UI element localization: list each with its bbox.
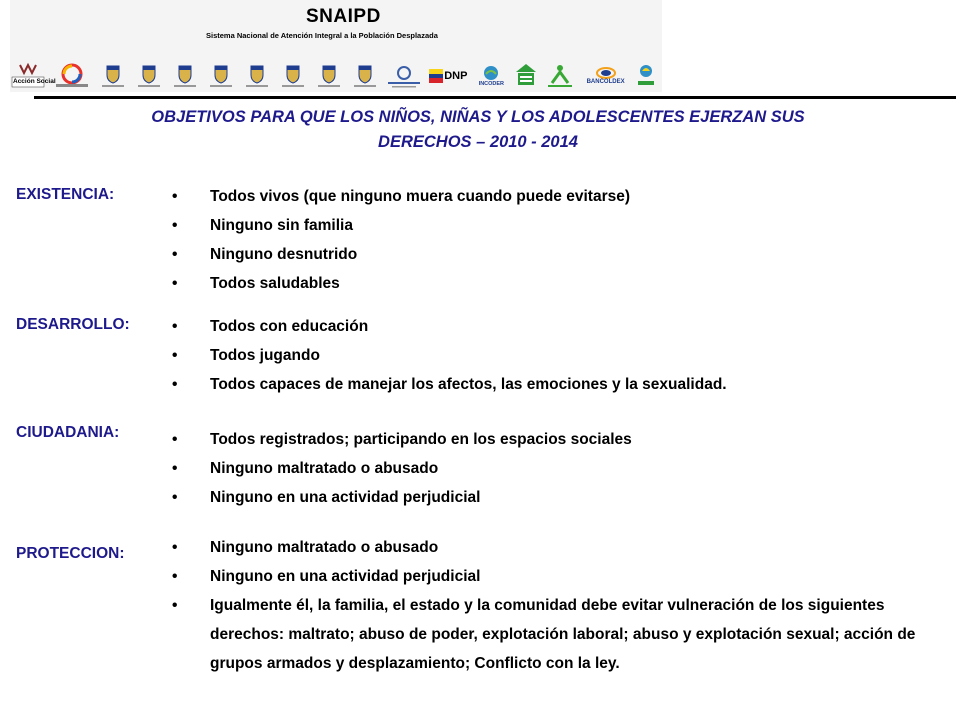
bullet: • (172, 568, 178, 585)
bullet: • (172, 431, 178, 448)
bullet: • (172, 489, 178, 506)
bullet: • (172, 275, 178, 292)
list-item-text: Ninguno desnutrido (210, 246, 358, 263)
dnp-logo (428, 63, 469, 89)
list-item (170, 591, 955, 678)
incoder-logo (475, 63, 508, 89)
list-item-text: Ninguno sin familia (210, 217, 353, 234)
list-item (170, 341, 727, 370)
section-label-ciudadania: CIUDADANIA: (16, 424, 120, 441)
colombia-shield-logo (134, 63, 164, 89)
programa-presidencial-logo (52, 63, 92, 89)
section-label-proteccion: PROTECCION: (16, 545, 125, 562)
list-item-text: Ninguno en una actividad perjudicial (210, 568, 481, 585)
list-item-text: Ninguno maltratado o abusado (210, 539, 439, 556)
list-item (170, 370, 727, 399)
page-title (60, 105, 896, 155)
list-item (170, 182, 630, 211)
list-item-text: Todos capaces de manejar los afectos, las emociones y la sexualidad. (210, 376, 727, 393)
page-title-line1: OBJETIVOS PARA QUE LOS NIÑOS, NIÑAS Y LOS ADOLESCENTES EJERZAN SUS (151, 108, 805, 126)
section-list-proteccion (170, 533, 955, 678)
list-item (170, 211, 630, 240)
section-label-existencia: EXISTENCIA: (16, 186, 115, 203)
bancoldex-logo (582, 63, 630, 89)
incoder-text: INCODER (478, 81, 505, 87)
header-banner (10, 0, 662, 92)
section-list-desarrollo (170, 312, 727, 399)
bullet: • (172, 347, 178, 364)
list-item (170, 425, 632, 454)
list-item-text: Todos con educación (210, 318, 369, 335)
dnp-text: DNP (444, 70, 468, 82)
bancoldex-text: BANCOLDEX (586, 79, 625, 85)
bullet: • (172, 246, 178, 263)
bullet: • (172, 188, 178, 205)
list-item (170, 533, 955, 562)
colombia-shield-logo (170, 63, 200, 89)
colombia-shield-logo (206, 63, 236, 89)
list-item-text: Todos vivos (que ninguno muera cuando puede evitarse) (210, 188, 630, 205)
colombia-shield-logo (242, 63, 272, 89)
bullet: • (172, 376, 178, 393)
colombia-shield-logo (314, 63, 344, 89)
bullet: • (172, 597, 178, 614)
list-item (170, 240, 630, 269)
bullet: • (172, 318, 178, 335)
page-title-line2: DERECHOS – 2010 - 2014 (378, 133, 578, 151)
bullet: • (172, 539, 178, 556)
sena-logo (544, 63, 575, 89)
bullet: • (172, 460, 178, 477)
defensoria-logo (386, 63, 422, 89)
list-item (170, 269, 630, 298)
list-item (170, 562, 955, 591)
bullet: • (172, 217, 178, 234)
section-label-desarrollo: DESARROLLO: (16, 316, 130, 333)
section-list-ciudadania (170, 425, 632, 512)
list-item-text: Igualmente él, la familia, el estado y la comunidad debe evitar vulneración de los siguientes derechos: maltrato; abuso de poder, explotación laboral; abuso y explotación sexual; acción de grupos armados y desplazamiento; Conflicto con la ley. (210, 597, 916, 672)
colombia-shield-logo (98, 63, 128, 89)
list-item (170, 312, 727, 341)
bienestar-familiar-logo (514, 63, 538, 89)
colombia-shield-logo (278, 63, 308, 89)
accion-social-text: Acción Social (13, 78, 56, 85)
accion-social-logo (10, 63, 56, 89)
colombia-shield-logo (350, 63, 380, 89)
section-list-existencia (170, 182, 630, 298)
banagrario-logo (636, 63, 656, 89)
list-item-text: Ninguno en una actividad perjudicial (210, 489, 481, 506)
list-item (170, 483, 632, 512)
list-item-text: Ninguno maltratado o abusado (210, 460, 439, 477)
logo-row (10, 62, 662, 90)
list-item-text: Todos registrados; participando en los espacios sociales (210, 431, 632, 448)
banner-title: SNAIPD (306, 6, 381, 27)
banner-subtitle: Sistema Nacional de Atención Integral a la Población Desplazada (206, 31, 438, 40)
list-item-text: Todos saludables (210, 275, 340, 292)
header-rule (34, 96, 956, 99)
list-item (170, 454, 632, 483)
list-item-text: Todos jugando (210, 347, 320, 364)
